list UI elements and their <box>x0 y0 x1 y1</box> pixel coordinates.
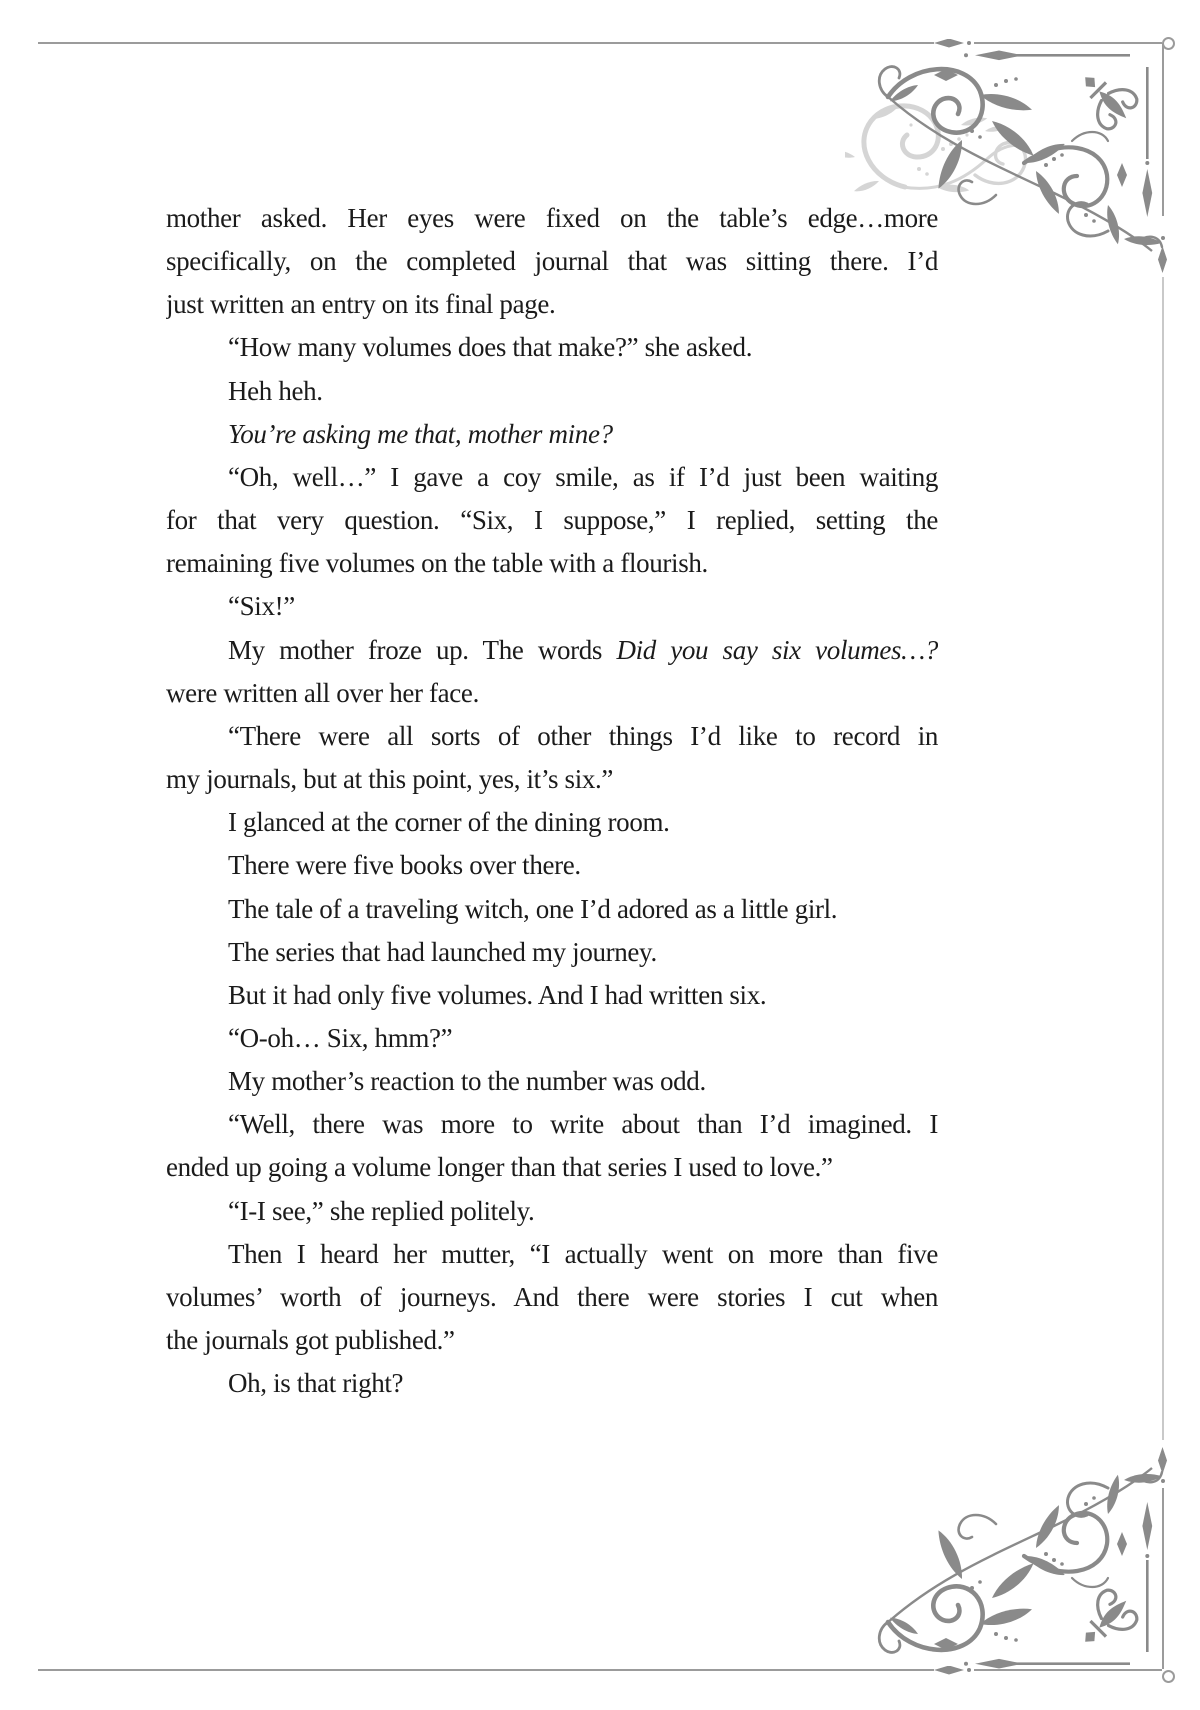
text-line: The tale of a traveling witch, one I’d adored as a little girl. <box>228 893 838 924</box>
text-line: Oh, is that right? <box>228 1368 404 1399</box>
text-line: specifically, on the completed journal that was sitting there. I’d <box>166 246 938 277</box>
paragraph <box>166 370 938 413</box>
paragraph <box>166 715 938 801</box>
paragraph <box>166 844 938 887</box>
text-line: “Oh, well…” I gave a coy smile, as if I’d just been waiting <box>228 461 938 492</box>
text-line: “Well, there was more to write about than I’d imagined. I <box>228 1109 938 1140</box>
text-line: my journals, but at this point, yes, it’s six.” <box>166 764 614 795</box>
text-line: Then I heard her mutter, “I actually went on more than five <box>228 1238 938 1269</box>
text-line: There were five books over there. <box>228 850 581 881</box>
paragraph <box>166 326 938 369</box>
corner-flourish-bottom-icon <box>876 1462 1166 1674</box>
text-line: Heh heh. <box>228 375 323 406</box>
text-line: mother asked. Her eyes were fixed on the table’s edge…more <box>166 203 938 233</box>
paragraph <box>166 1060 938 1103</box>
text-line: But it had only five volumes. And I had written six. <box>228 979 767 1010</box>
text-line: “I-I see,” she replied politely. <box>228 1195 535 1226</box>
text-line: remaining five volumes on the table with a flourish. <box>166 548 708 579</box>
paragraph <box>166 1190 938 1233</box>
paragraph <box>166 1362 938 1405</box>
paragraph <box>166 413 938 456</box>
paragraph <box>166 456 938 585</box>
text-line: ended up going a volume longer than that series I used to love.” <box>166 1152 833 1183</box>
paragraph <box>166 801 938 844</box>
paragraph <box>166 1103 938 1189</box>
paragraph <box>166 974 938 1017</box>
paragraph <box>166 1017 938 1060</box>
text-line: I glanced at the corner of the dining room. <box>228 807 670 838</box>
text-line: for that very question. “Six, I suppose,” I replied, setting the <box>166 505 938 536</box>
right-border-light-line <box>1162 277 1164 1440</box>
paragraph <box>166 197 938 326</box>
text-block <box>166 197 938 1405</box>
paragraph <box>166 585 938 628</box>
text-line: You’re asking me that, mother mine? <box>228 418 613 449</box>
paragraph <box>166 629 938 715</box>
text-line: were written all over her face. <box>166 677 479 708</box>
text-line: “There were all sorts of other things I’d like to record in <box>228 720 938 751</box>
paragraph <box>166 931 938 974</box>
text-line: My mother’s reaction to the number was odd. <box>228 1066 706 1097</box>
text-line: just written an entry on its final page. <box>166 289 556 320</box>
paragraph <box>166 1233 938 1362</box>
text-line: the journals got published.” <box>166 1325 455 1356</box>
text-line: “Six!” <box>228 591 295 622</box>
text-line: My mother froze up. The words Did you say six volumes…? <box>228 634 938 665</box>
top-border-line-right <box>974 42 1162 44</box>
bottom-border-line-left <box>38 1669 934 1671</box>
text-line: The series that had launched my journey. <box>228 936 657 967</box>
text-line: volumes’ worth of journeys. And there were stories I cut when <box>166 1281 938 1312</box>
paragraph <box>166 888 938 931</box>
text-line: “How many volumes does that make?” she asked. <box>228 332 753 363</box>
text-line: “O-oh… Six, hmm?” <box>228 1022 453 1053</box>
top-border-line-left <box>38 42 934 44</box>
